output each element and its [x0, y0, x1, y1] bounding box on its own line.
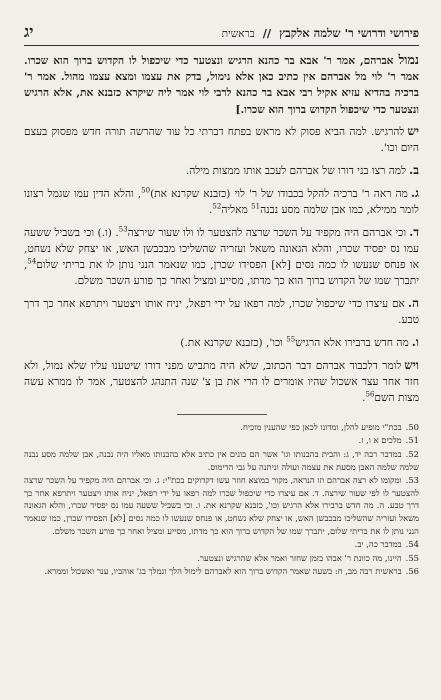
- footnote-item: [24, 552, 419, 565]
- header-separator: //: [262, 26, 272, 40]
- section-label: ה.: [407, 295, 419, 310]
- section-text: מאליה: [221, 203, 252, 216]
- footnote-text: מלכים א ו, ז.: [358, 435, 402, 446]
- section-bet: [24, 162, 419, 179]
- section-label: ג.: [410, 185, 419, 200]
- intro-lead-word: נמול: [398, 52, 419, 67]
- footnote-item: [24, 538, 419, 551]
- page-number: יג: [24, 22, 34, 41]
- section-text: , יתברך שמו של הקדוש ברוך הוא כך מדתו, מסייע ומציל ואחר כך פורע השכר משלם.: [24, 258, 419, 287]
- footnote-marker[interactable]: 53: [118, 225, 128, 234]
- section-label: ו.: [411, 334, 419, 349]
- footnote-item: [24, 421, 419, 434]
- footnote-number: 50.: [405, 421, 419, 432]
- section-text: אם עיצרו כדי שיכפול שכרו, למה רפאו על ידי רפאל, יניח אותו ויצטער ויתרפא אחר כך דרך טבע.: [24, 297, 419, 326]
- footnote-number: 55.: [405, 552, 419, 563]
- footnote-item: [24, 448, 419, 473]
- section-label: ב.: [409, 162, 419, 177]
- footnote-divider: [177, 414, 267, 415]
- footnote-item: [24, 565, 419, 578]
- running-header: [222, 26, 419, 40]
- intro-paragraph: [24, 52, 419, 118]
- footnotes: [24, 421, 419, 578]
- section-text: וכו', (כזבנא שקרנא את.): [180, 336, 287, 349]
- footnote-marker[interactable]: 54: [27, 257, 37, 266]
- section-label: ד.: [409, 224, 420, 239]
- intro-text: אברהם, אמר ר' אבא בר כהנא הרגיש ונצטער כדי שיכפול לו הקדוש ברוך הוא שכרו. אמר ר' לוי מל אברהם אין כתיב כאן אלא נימול, בדק את עצמו ומצא עצמו מהול. אמר ר' ברכיה בהדיא עזיא אקיל רבי אבא בר כהנא לרבי לוי אמר ליה שיקרא כזבנא את, אלא הרגיש ונצטער כדי שיכפול הקדוש ברוך הוא שכרו.]: [24, 55, 419, 116]
- section-text: מה ראה ר' ברכיה להקל בכבודו של ר' לוי (כזבנא שקרנא את): [150, 187, 408, 200]
- section-text: מה חדש ברבירו אלא הרגיש: [295, 336, 409, 349]
- section-text: . (ו.) וכי בשביל ששעה עמו נס יפסיד שכרו, והלא הגאונה משאל ועזריה שהשליכו מבכבשן האש, או יצחק שלא נשחט, או פנחס שנעשו לו כמה נסים [לא] הפסידו שכרן, כמו שנאמר הנני נותן לו את בריתי שלום: [24, 226, 419, 271]
- section-veyesh: [24, 357, 419, 406]
- footnote-marker[interactable]: 52: [212, 202, 222, 211]
- footnote-marker[interactable]: 56: [365, 390, 375, 399]
- section-yesh: [24, 123, 419, 156]
- section-text: לומר דלכבוד אברהם דבר הכתוב, שלא היה מתביש מפני דורו שיטענו עליו שלא נמול, ולא חזר אחר עצר אשכול שהיו אומרים לו הרי את בן צ' שנה התנהג להצטער, אמר לו ממרא עשה מצות השם: [24, 359, 419, 404]
- section-text: .: [209, 203, 213, 216]
- page-header: [24, 22, 419, 46]
- section-gimel: [24, 185, 419, 218]
- footnote-item: [24, 434, 419, 447]
- section-text: .: [362, 391, 366, 404]
- section-vav: [24, 334, 419, 351]
- section-text: וכי אברהם היה מקפיד על השכר שרצה להצטער לו ולו שעור שירצה: [127, 226, 407, 239]
- footnote-item: [24, 474, 419, 537]
- book-name: בראשית: [221, 28, 255, 40]
- footnote-number: 51.: [405, 435, 419, 446]
- footnote-marker[interactable]: 51: [251, 202, 261, 211]
- footnote-marker[interactable]: 50: [141, 186, 151, 195]
- section-text: , והלא הדין עמו שגמל רצונו לומר ממילא, כמו אבן שלמה מסע נבנה: [24, 187, 419, 216]
- footnote-text: במדבר רבה יד, ג: והבית בהבנותו וגו' אשר הם בונים אין כתיב אלא בהבנותו מאליו היה נבנה, אבן שלמה מסע נבנה שלמה שלמה האבן מסעת את עצמה ועולה וניתנה על גבי הדימוס.: [24, 449, 419, 472]
- section-label: יש: [407, 123, 419, 138]
- section-text: למה רצו בני דורו של אברהם לעכב אותו ממצות מילה.: [185, 164, 407, 177]
- section-heh: [24, 295, 419, 328]
- footnote-marker[interactable]: 55: [286, 335, 296, 344]
- footnote-text: ומקומו לא רצה אברהם וזו הנראה, מקור במוצא חוזר עשו דקדוקים בכת"י: ג. וכי אברהם היה מקפיד על השכר שרצה להצטער לו לפי שעור שירצה. ד. אם עיצרו כדי שיכפול שכרו למה רפאו על ידי רפאל, יניח אותו ויצטער ויתרפא אחר כך דרך טבע. ה. מה חדש ברבירו אלא הרגיש וכו', כזבנא שקרנא את. ו. וכי בשביל ששעה עמו נס יפסיד שכרו, והלא הגאונה משאל ועזריה שהשליכו מבכבשן האש, או יצחק שלא נשחט, או פנחס שנעשו לו כמה נסים [לא] הפסידו שכרן, כמו שנאמר הנני נותן לו את בריתי שלום, יתברך שמו של הקדוש ברוך הוא כך מדתו, מסייע ומציל ואחר כך פורע השכר משלם.: [24, 475, 419, 536]
- footnote-text: בכת"י מופיע להלן, ומדונו לכאן כפי שהענין מוכיח.: [240, 421, 402, 432]
- footnote-number: 56.: [405, 566, 419, 577]
- footnote-number: 54.: [405, 539, 419, 550]
- section-label: ויש: [404, 357, 419, 372]
- footnote-text: היינו, מה כוונת ר' אבהו בזמן שחזר ואמר אלא שהרגיש ונצטער.: [197, 552, 402, 563]
- footnote-text: בראשית רבה מב, ח: בשעה שאמר הקדוש ברוך הוא לאברהם לימול הלך ונמלך בג' אוהביו, ענר ואשכול וממרא.: [44, 566, 402, 577]
- section-dalet: [24, 224, 419, 289]
- footnote-text: במדבר כה, יב.: [354, 539, 402, 550]
- footnote-number: 52.: [405, 449, 419, 459]
- section-text: להרגיש. למה הביא פסוק לא מראש בפתח דברתי כל עוד שהרשה תורה חדש מפסוק בעצם היום וכו'.: [24, 125, 419, 154]
- running-title: פירושי ודרושי ר' שלמה אלקבץ: [279, 26, 419, 40]
- footnote-number: 53.: [405, 475, 419, 486]
